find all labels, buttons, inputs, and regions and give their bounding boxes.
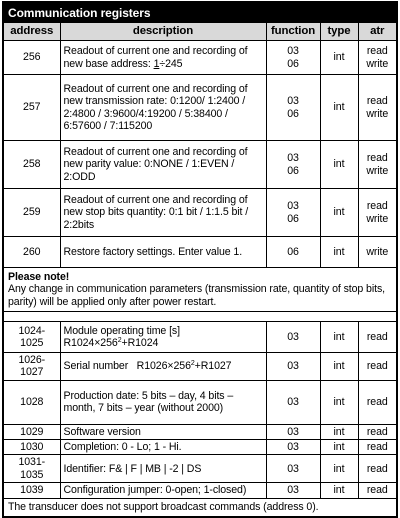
row-type: int bbox=[320, 352, 358, 380]
row-atr: write bbox=[358, 237, 396, 267]
row-type: int bbox=[320, 440, 358, 455]
row-atr: read bbox=[358, 424, 396, 439]
row-function: 03 bbox=[266, 455, 320, 483]
row-function: 06 bbox=[266, 237, 320, 267]
header-atr: atr bbox=[358, 23, 396, 41]
section-spacer bbox=[4, 312, 396, 322]
table-row bbox=[4, 75, 396, 141]
communication-registers-document bbox=[2, 1, 398, 518]
row-function: 03 bbox=[266, 440, 320, 455]
row-atr: read bbox=[358, 322, 396, 352]
table-row bbox=[4, 483, 396, 498]
row-atr: read write bbox=[358, 141, 396, 189]
row-address: 1039 bbox=[4, 483, 60, 498]
row-function: 03 06 bbox=[266, 41, 320, 75]
row-type: int bbox=[320, 75, 358, 141]
row-atr: read bbox=[358, 352, 396, 380]
row-address: 260 bbox=[4, 237, 60, 267]
table-row bbox=[4, 352, 396, 380]
row-address: 256 bbox=[4, 41, 60, 75]
table-row bbox=[4, 189, 396, 237]
row-type: int bbox=[320, 41, 358, 75]
header-function: function bbox=[266, 23, 320, 41]
row-address: 1030 bbox=[4, 440, 60, 455]
row-description: Identifier: F& | F | MB | -2 | DS bbox=[60, 455, 266, 483]
row-address: 259 bbox=[4, 189, 60, 237]
row-atr: read write bbox=[358, 189, 396, 237]
table-row bbox=[4, 41, 396, 75]
table-row bbox=[4, 380, 396, 424]
row-atr: read write bbox=[358, 41, 396, 75]
row-description: Readout of current one and recording of new base address: 1÷245 bbox=[60, 41, 266, 75]
row-description: Software version bbox=[60, 424, 266, 439]
row-type: int bbox=[320, 237, 358, 267]
row-atr: read bbox=[358, 483, 396, 498]
row-function: 03 bbox=[266, 380, 320, 424]
table-row bbox=[4, 322, 396, 352]
registers-table bbox=[4, 23, 396, 267]
header-description: description bbox=[60, 23, 266, 41]
row-function: 03 06 bbox=[266, 141, 320, 189]
row-address: 1029 bbox=[4, 424, 60, 439]
table-row bbox=[4, 440, 396, 455]
row-address: 257 bbox=[4, 75, 60, 141]
table-row bbox=[4, 141, 396, 189]
header-address: address bbox=[4, 23, 60, 41]
row-description: Module operating time [s] $R1024\times 256^2+R1024$ bbox=[60, 322, 266, 352]
row-description: Readout of current one and recording of new stop bits quantity: 0:1 bit / 1:1.5 bit / 2:2bits bbox=[60, 189, 266, 237]
row-function: 03 bbox=[266, 483, 320, 498]
table-row bbox=[4, 237, 396, 267]
table-header-row bbox=[4, 23, 396, 41]
row-type: int bbox=[320, 455, 358, 483]
row-atr: read bbox=[358, 440, 396, 455]
row-address: 1026-1027 bbox=[4, 352, 60, 380]
row-function: 03 bbox=[266, 352, 320, 380]
row-atr: read bbox=[358, 380, 396, 424]
table-row bbox=[4, 455, 396, 483]
row-type: int bbox=[320, 424, 358, 439]
row-address: 258 bbox=[4, 141, 60, 189]
row-type: int bbox=[320, 483, 358, 498]
row-address: 1024-1025 bbox=[4, 322, 60, 352]
row-description: Readout of current one and recording of new parity value: 0:NONE / 1:EVEN / 2:ODD bbox=[60, 141, 266, 189]
row-function: 03 06 bbox=[266, 189, 320, 237]
footer-note: The transducer does not support broadcast commands (address 0). bbox=[4, 498, 396, 516]
note-text: Any change in communication parameters (transmission rate, quantity of stop bits, parity) will be applied only after power restart. bbox=[8, 283, 385, 308]
row-function: 03 06 bbox=[266, 75, 320, 141]
header-type: type bbox=[320, 23, 358, 41]
please-note-box bbox=[4, 267, 396, 313]
row-type: int bbox=[320, 322, 358, 352]
row-address: 1028 bbox=[4, 380, 60, 424]
row-type: int bbox=[320, 380, 358, 424]
section-title: Communication registers bbox=[4, 3, 396, 23]
row-description: Serial number $R1026\times 256^2+R1027$ bbox=[60, 352, 266, 380]
row-function: 03 bbox=[266, 424, 320, 439]
row-atr: read write bbox=[358, 75, 396, 141]
row-atr: read bbox=[358, 455, 396, 483]
row-description: Production date: 5 bits – day, 4 bits – month, 7 bits – year (without 2000) bbox=[60, 380, 266, 424]
row-description: Completion: 0 - Lo; 1 - Hi. bbox=[60, 440, 266, 455]
row-description: Readout of current one and recording of new transmission rate: 0:1200/ 1:2400 / 2:4800 / 3:9600/4:19200 / 5:38400 / 6:57600 / 7:115200 bbox=[60, 75, 266, 141]
table-row bbox=[4, 424, 396, 439]
row-function: 03 bbox=[266, 322, 320, 352]
row-type: int bbox=[320, 141, 358, 189]
row-description: Restore factory settings. Enter value 1. bbox=[60, 237, 266, 267]
row-address: 1031-1035 bbox=[4, 455, 60, 483]
note-heading: Please note! bbox=[8, 270, 70, 283]
info-registers-table bbox=[4, 322, 396, 497]
row-description: Configuration jumper: 0-open; 1-closed) bbox=[60, 483, 266, 498]
row-type: int bbox=[320, 189, 358, 237]
